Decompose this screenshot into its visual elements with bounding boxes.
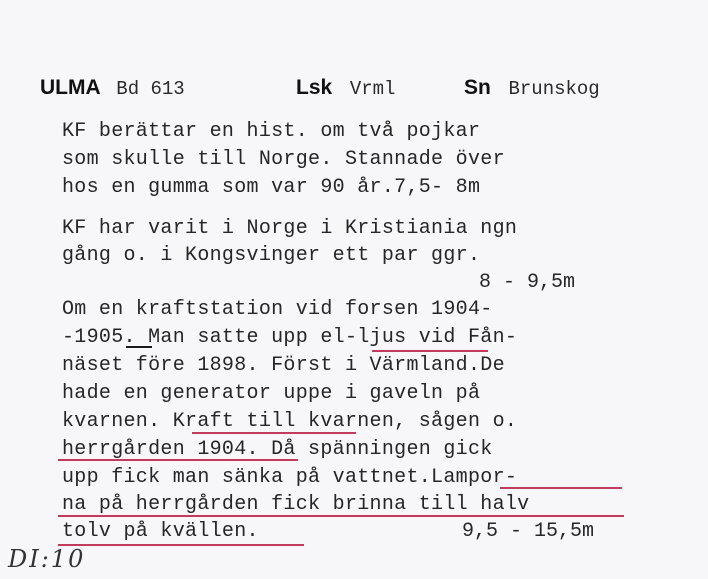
p3-line-5: kvarnen. Kraft till kvarnen, sågen o. xyxy=(62,410,518,433)
ulma-label: ULMA xyxy=(40,76,101,99)
p3-line-9: tolv på kvällen. xyxy=(62,520,259,543)
p2-line-2: gång o. i Kongsvinger ett par ggr. xyxy=(62,244,481,267)
underline-na-pa-herrgarden xyxy=(58,515,624,517)
underline-herrgarden-1904 xyxy=(58,459,298,461)
underline-1905 xyxy=(126,346,152,348)
sn-field xyxy=(464,76,600,100)
p3-line-1: Om en kraftstation vid forsen 1904- xyxy=(62,298,493,321)
p3-line-2: -1905. Man satte upp el-ljus vid Fån- xyxy=(62,326,518,349)
lsk-field xyxy=(296,76,395,100)
p1-line-3: hos en gumma som var 90 år.7,5- 8m xyxy=(62,176,481,199)
p3-line-7: upp fick man sänka på vattnet.Lampor- xyxy=(62,466,518,489)
p1-line-2: som skulle till Norge. Stannade över xyxy=(62,148,505,171)
underline-kraft-till xyxy=(192,432,356,434)
p3-line-6: herrgården 1904. Då spänningen gick xyxy=(62,438,493,461)
p1-line-1: KF berättar en hist. om två pojkar xyxy=(62,120,481,143)
underline-el-ljus xyxy=(372,350,488,352)
sn-value: Brunskog xyxy=(508,78,600,100)
p3-line-3: näset före 1898. Först i Värmland.De xyxy=(62,354,505,377)
p2-measure: 8 - 9,5m xyxy=(479,271,576,294)
lsk-label: Lsk xyxy=(296,76,333,99)
underline-tolv-pa-kvallen xyxy=(58,544,304,546)
handwritten-note: DI:10 xyxy=(8,545,86,573)
p3-line-8: na på herrgården fick brinna till halv xyxy=(62,493,530,516)
underline-lampor xyxy=(500,487,622,489)
lsk-value: Vrml xyxy=(349,78,396,100)
ulma-value: Bd 613 xyxy=(116,78,185,100)
sn-label: Sn xyxy=(464,76,491,99)
p3-line-4: hade en generator uppe i gaveln på xyxy=(62,382,481,405)
ulma-field xyxy=(40,76,185,100)
p3-measure: 9,5 - 15,5m xyxy=(462,520,595,543)
p2-line-1: KF har varit i Norge i Kristiania ngn xyxy=(62,217,518,240)
